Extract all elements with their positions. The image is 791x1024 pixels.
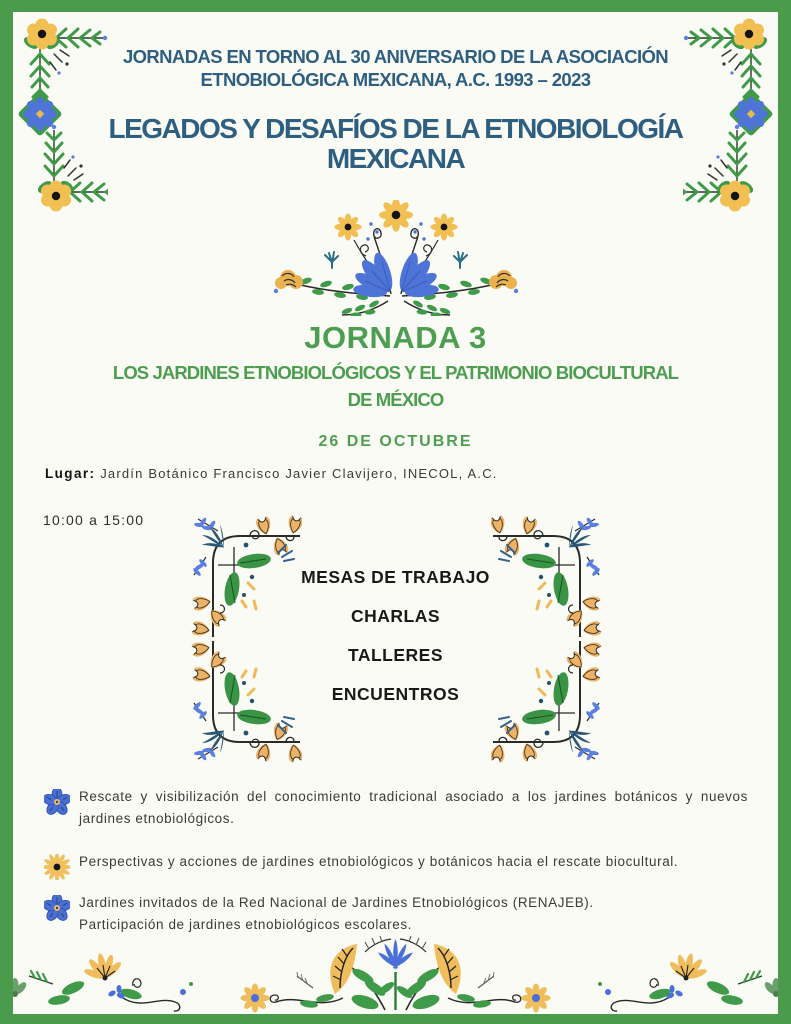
location-value: Jardín Botánico Francisco Javier Clavijero, INECOL, A.C. — [100, 466, 498, 481]
yellow-flower-icon — [44, 854, 70, 880]
location-line — [45, 466, 498, 481]
page-title — [80, 114, 711, 174]
bullet-text-line-2: Participación de jardines etnobiológicos escolares. — [79, 916, 413, 932]
central-floral-bouquet — [270, 200, 522, 316]
cornflower-icon — [377, 939, 414, 1010]
bullet-item — [44, 892, 748, 935]
title-line-1: LEGADOS Y DESAFÍOS DE LA ETNOBIOLOGÍA — [108, 113, 683, 144]
activity-item: ENCUENTROS — [331, 684, 460, 704]
event-kicker — [105, 45, 686, 91]
time-range: 10:00 a 15:00 — [43, 512, 145, 528]
title-line-2: MEXICANA — [326, 143, 465, 174]
activities-list — [0, 566, 791, 705]
bottom-floral-garland — [13, 936, 778, 1014]
bullet-text: Rescate y visibilización del conocimiento tradicional asociado a los jardines botánicos y nuevos jardines etnobiológicos. — [79, 789, 748, 826]
bullet-text — [79, 892, 594, 935]
blue-flower-icon — [44, 895, 70, 921]
activity-item: MESAS DE TRABAJO — [301, 567, 490, 587]
activity-item: TALLERES — [347, 645, 444, 665]
session-subtitle-line-2: DE MÉXICO — [347, 389, 444, 410]
session-subtitle — [0, 359, 791, 413]
kicker-line-2: ETNOBIOLÓGICA MEXICANA, A.C. 1993 – 2023 — [200, 69, 591, 90]
session-date: 26 DE OCTUBRE — [318, 433, 473, 450]
diamond-flower-icon — [17, 91, 62, 136]
location-label: Lugar: — [45, 466, 96, 481]
kicker-line-1: JORNADAS EN TORNO AL 30 ANIVERSARIO DE LA ASOCIACIÓN — [122, 46, 669, 67]
bullet-item — [44, 851, 748, 880]
session-title: JORNADA 3 — [304, 320, 487, 355]
session-subtitle-line-1: LOS JARDINES ETNOBIOLÓGICOS Y EL PATRIMONIO BIOCULTURAL — [112, 362, 679, 383]
bullet-text: Perspectivas y acciones de jardines etnobiológicos y botánicos hacia el rescate biocultural. — [79, 854, 679, 869]
bullet-item — [44, 786, 748, 829]
blue-flower-icon — [44, 789, 70, 815]
bullet-text-line-1: Jardines invitados de la Red Nacional de Jardines Etnobiológicos (RENAJEB). — [79, 895, 594, 910]
activity-item: CHARLAS — [350, 606, 441, 626]
